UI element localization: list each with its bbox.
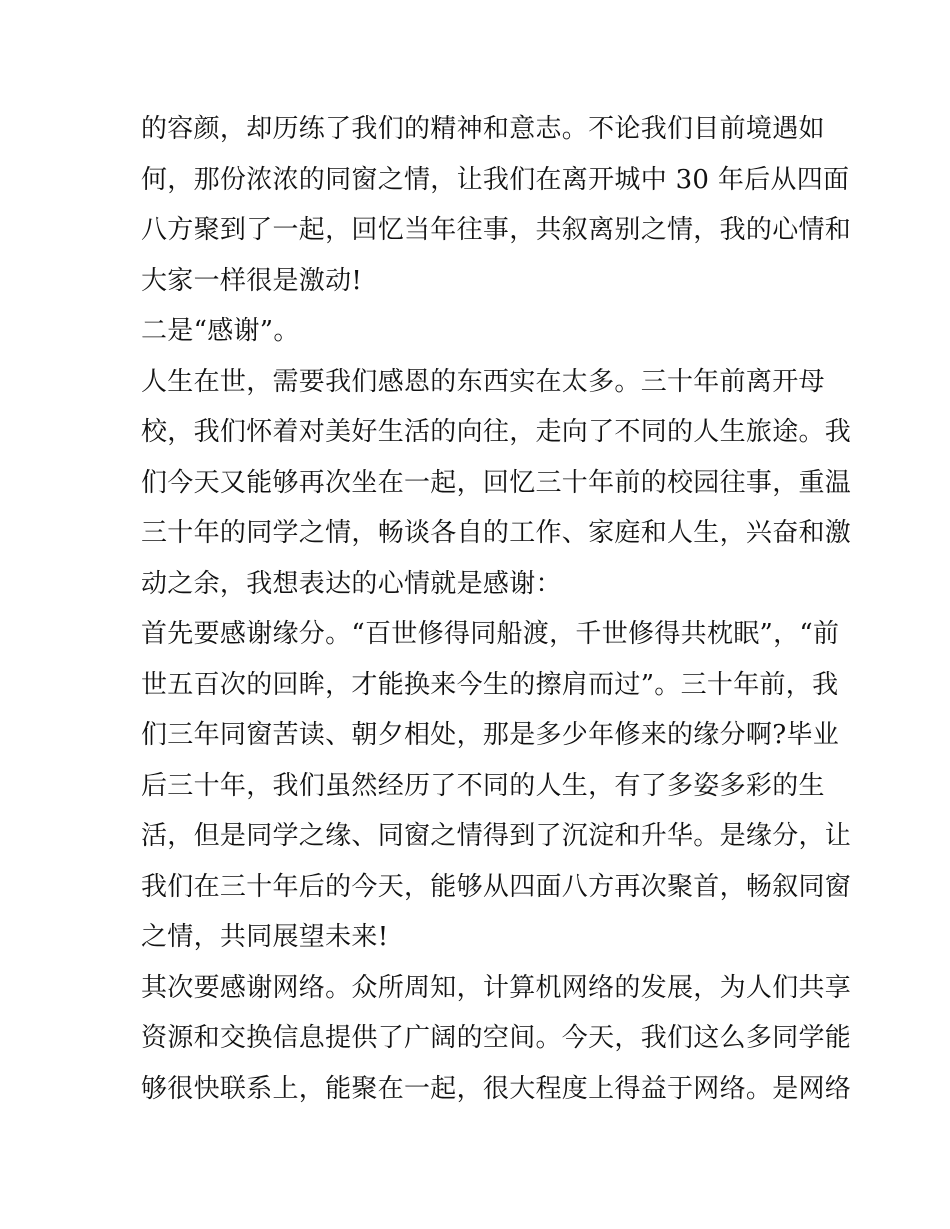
text-line-13: 们三年同窗苦读、朝夕相处，那是多少年修来的缘分啊?毕业 <box>141 720 840 750</box>
text-line-1: 的容颜，却历练了我们的精神和意志。不论我们目前境遇如 <box>141 114 825 144</box>
text-line-5: 二是“感谢”。 <box>141 316 300 346</box>
text-line-18: 其次要感谢网络。众所周知，计算机网络的发展，为人们共享 <box>141 972 852 1003</box>
text-line-4: 大家一样很是激动! <box>141 265 363 296</box>
text-line-15: 活，但是同学之缘、同窗之情得到了沉淀和升华。是缘分，让 <box>141 821 852 851</box>
text-line-2: 何，那份浓浓的同窗之情，让我们在离开城中 30 年后从四面 <box>141 164 850 195</box>
text-line-12: 世五百次的回眸，才能换来今生的擦肩而过”。三十年前，我 <box>141 669 839 700</box>
text-line-16: 我们在三十年后的今天，能够从四面八方再次聚首，畅叙同窗 <box>141 871 852 902</box>
text-line-19: 资源和交换信息提供了广阔的空间。今天，我们这么多同学能 <box>141 1023 852 1053</box>
text-line-11: 首先要感谢缘分。“百世修得同船渡，千世修得共枕眠”，“前 <box>141 619 840 649</box>
document-body <box>141 104 852 1114</box>
text-line-20: 够很快联系上，能聚在一起，很大程度上得益于网络。是网络 <box>141 1073 852 1104</box>
text-line-9: 三十年的同学之情，畅谈各自的工作、家庭和人生，兴奋和激 <box>141 518 852 548</box>
text-line-3: 八方聚到了一起，回忆当年往事，共叙离别之情，我的心情和 <box>141 215 852 245</box>
text-line-8: 们今天又能够再次坐在一起，回忆三十年前的校园往事，重温 <box>141 467 852 498</box>
text-line-10: 动之余，我想表达的心情就是感谢： <box>141 568 562 599</box>
text-line-6: 人生在世，需要我们感恩的东西实在太多。三十年前离开母 <box>141 366 825 397</box>
text-line-14: 后三十年，我们虽然经历了不同的人生，有了多姿多彩的生 <box>141 770 825 801</box>
text-line-7: 校，我们怀着对美好生活的向往，走向了不同的人生旅途。我 <box>141 417 852 447</box>
text-line-17: 之情，共同展望未来! <box>141 922 389 952</box>
